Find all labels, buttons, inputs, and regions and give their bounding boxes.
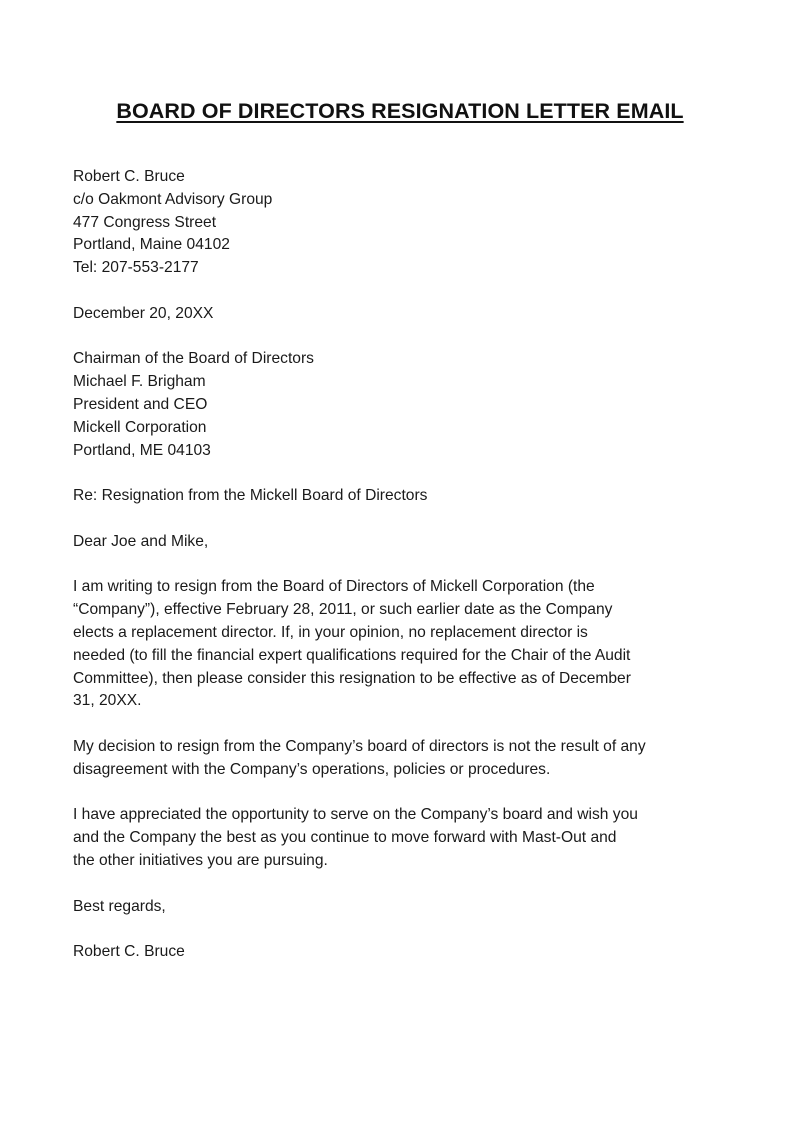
paragraph-line: and the Company the best as you continue to move forward with Mast-Out and [73,829,617,847]
sender-city: Portland, Maine 04102 [73,236,230,254]
paragraph-line: the other initiatives you are pursuing. [73,851,328,869]
salutation-block [73,531,733,554]
letter-date: December 20, 20XX [73,304,214,322]
body-paragraph-1 [73,576,733,713]
sender-address [73,166,733,280]
recipient-address [73,348,733,462]
letter-date-block [73,303,733,326]
paragraph-line: I have appreciated the opportunity to serve on the Company’s board and wish you [73,806,638,824]
sender-street: 477 Congress Street [73,213,217,231]
closing-block [73,896,733,919]
paragraph-line: 31, 20XX. [73,692,142,710]
subject-block [73,485,733,508]
body-paragraph-3 [73,804,733,872]
recipient-name: Michael F. Brigham [73,373,206,391]
recipient-position: President and CEO [73,395,208,413]
paragraph-line: Committee), then please consider this resignation to be effective as of December [73,669,631,687]
sender-name: Robert C. Bruce [73,168,185,185]
recipient-company: Mickell Corporation [73,418,207,436]
recipient-city: Portland, ME 04103 [73,441,211,459]
paragraph-line: I am writing to resign from the Board of Directors of Mickell Corporation (the [73,578,595,596]
letter-body [73,166,733,987]
body-paragraph-2 [73,736,733,782]
subject-line: Re: Resignation from the Mickell Board of Directors [73,487,428,505]
signature-block [73,941,733,964]
sender-org: c/o Oakmont Advisory Group [73,190,273,208]
paragraph-line: My decision to resign from the Company’s board of directors is not the result of any [73,737,646,755]
paragraph-line: disagreement with the Company’s operations, policies or procedures. [73,760,551,778]
recipient-title: Chairman of the Board of Directors [73,350,314,368]
paragraph-line: elects a replacement director. If, in your opinion, no replacement director is [73,623,588,641]
paragraph-line: needed (to fill the financial expert qualifications required for the Chair of the Audit [73,646,631,664]
sender-phone: Tel: 207-553-2177 [73,259,199,277]
closing: Best regards, [73,897,166,915]
signature-name: Robert C. Bruce [73,943,185,961]
salutation: Dear Joe and Mike, [73,532,209,550]
document-title: BOARD OF DIRECTORS RESIGNATION LETTER EMAIL [116,99,684,123]
paragraph-line: “Company”), effective February 28, 2011, or such earlier date as the Company [73,601,613,619]
